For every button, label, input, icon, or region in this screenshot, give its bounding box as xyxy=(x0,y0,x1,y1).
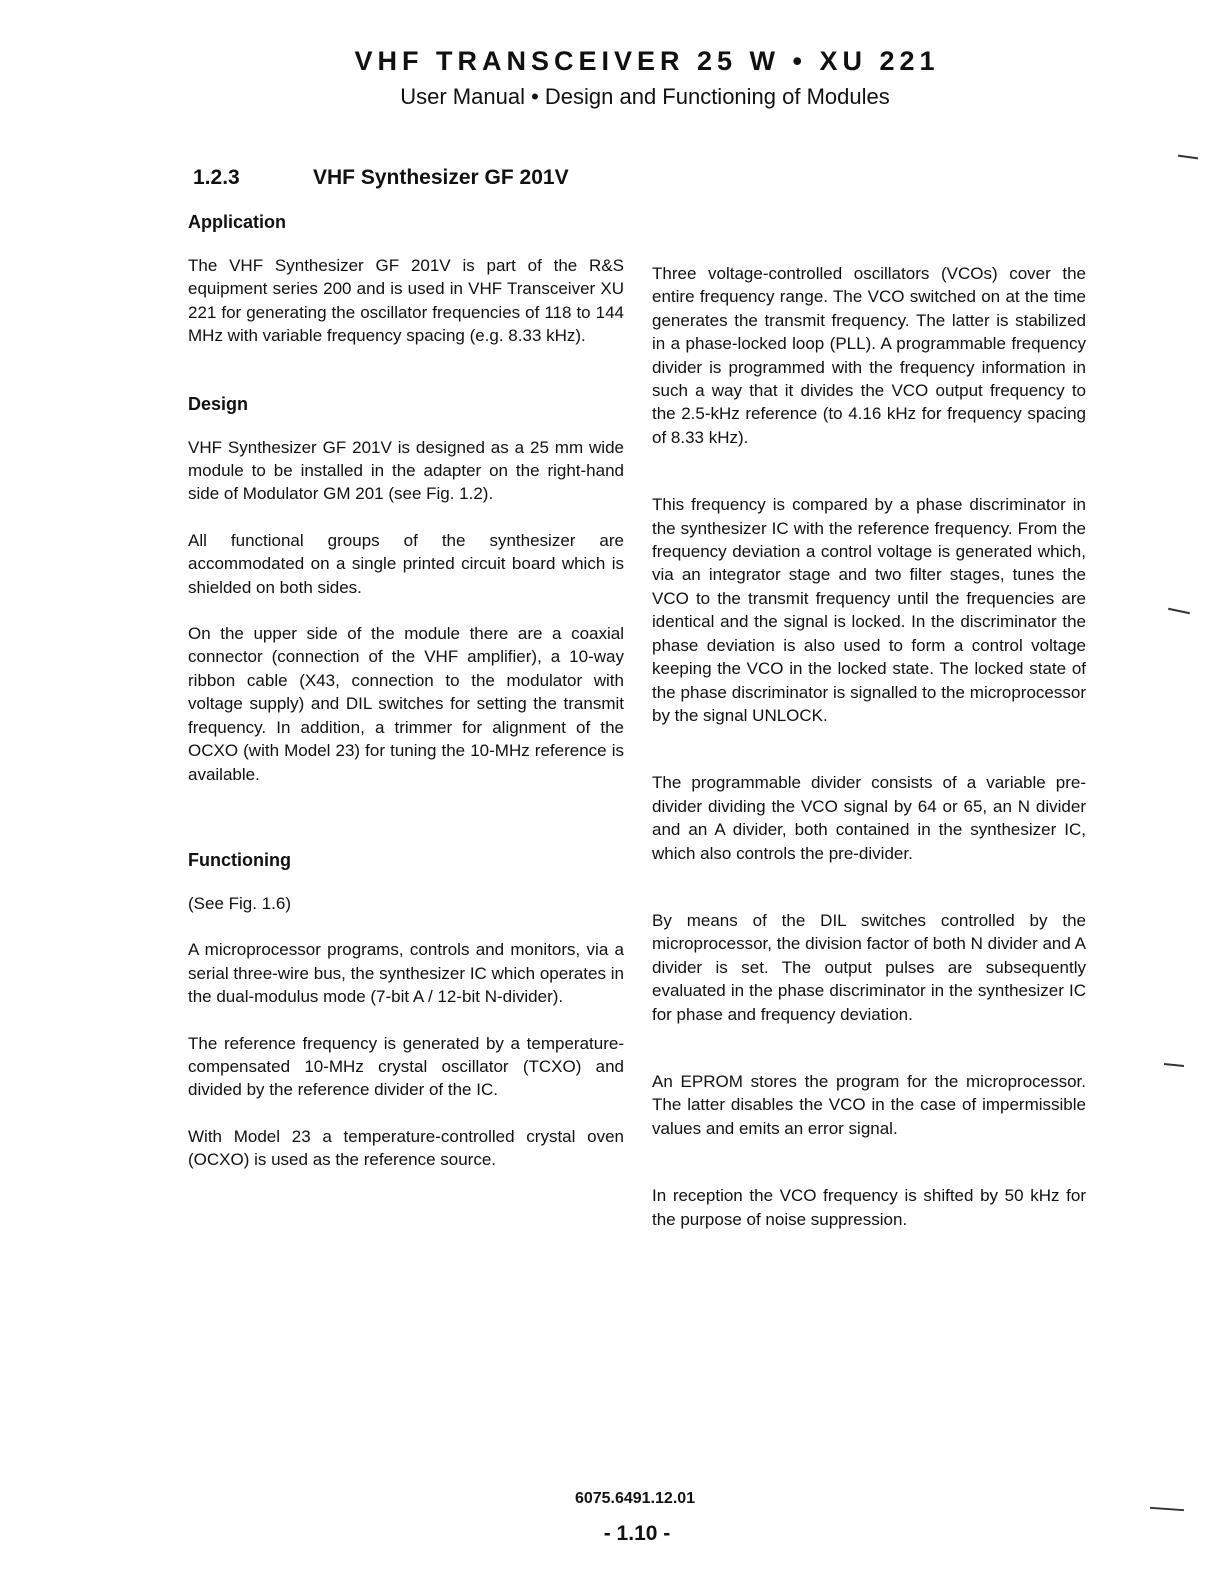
margin-tick-mark xyxy=(1168,608,1190,615)
document-title: VHF TRANSCEIVER 25 W • XU 221 xyxy=(354,46,940,76)
right-paragraph-2: This frequency is compared by a phase discriminator in the synthesizer IC with the reference frequency. From the frequency deviation a control voltage is generated which, via an integrator stage and two filter stages, tunes the VCO to the transmit frequency until the frequencies are identical and the signal is locked. In the discriminator the phase deviation is also used to form a control voltage keeping the VCO in the locked state. The locked state of the phase discriminator is signalled to the microprocessor by the signal UNLOCK. xyxy=(652,495,1086,725)
right-paragraph-3: The programmable divider consists of a variable pre-divider dividing the VCO signal by 64 or 65, an N divider and an A divider, both contained in the synthesizer IC, which also controls the pre-divider. xyxy=(652,773,1086,863)
functioning-paragraph-3: The reference frequency is generated by a temperature-compensated 10-MHz crystal oscillator (TCXO) and divided by the reference divider of the IC. xyxy=(188,1033,624,1100)
right-paragraph-4: By means of the DIL switches controlled by the microprocessor, the division factor of both N divider and A divider is set. The output pulses are subsequently evaluated in the phase discriminator in the synthesizer IC for phase and frequency deviation. xyxy=(652,910,1086,1024)
page-number: - 1.10 - xyxy=(603,1522,671,1545)
page-header xyxy=(0,44,1224,112)
design-paragraph-3: On the upper side of the module there are a coaxial connector (connection of the VHF amplifier), a 10-way ribbon cable (X43, connection to the modulator with voltage supply) and DIL switches for setting the transmit frequency. In addition, a trimmer for alignment of the OCXO (with Model 23) for tuning the 10-MHz reference is available. xyxy=(188,624,624,784)
margin-tick-mark xyxy=(1178,155,1198,160)
right-column xyxy=(652,262,1086,1231)
document-number: 6075.6491.12.01 xyxy=(574,1490,696,1507)
right-paragraph-6: In reception the VCO frequency is shifted by 50 kHz for the purpose of noise suppression. xyxy=(652,1186,1086,1229)
page-footer xyxy=(0,1488,1224,1548)
functioning-paragraph-1: (See Fig. 1.6) xyxy=(188,893,291,913)
section-heading xyxy=(193,164,569,192)
design-paragraph-1: VHF Synthesizer GF 201V is designed as a 25 mm wide module to be installed in the adapter on the right-hand side of Modulator GM 201 (see Fig. 1.2). xyxy=(188,437,624,504)
design-heading: Design xyxy=(188,393,249,414)
right-paragraph-5: An EPROM stores the program for the microprocessor. The latter disables the VCO in the case of impermissible values and emits an error signal. xyxy=(652,1071,1086,1138)
section-number: 1.2.3 xyxy=(193,166,240,189)
design-paragraph-2: All functional groups of the synthesizer are accommodated on a single printed circuit board which is shielded on both sides. xyxy=(188,530,624,597)
margin-tick-mark xyxy=(1164,1063,1184,1067)
document-subtitle: User Manual • Design and Functioning of Modules xyxy=(400,84,890,109)
right-paragraph-1: Three voltage-controlled oscillators (VCOs) cover the entire frequency range. The VCO switched on at the time generates the transmit frequency. The latter is stabilized in a phase-locked loop (PLL). A programmable frequency divider is programmed with the frequency information in such a way that it divides the VCO output frequency to the 2.5-kHz reference (to 4.16 kHz for frequency spacing of 8.33 kHz). xyxy=(652,264,1086,447)
section-title: VHF Synthesizer GF 201V xyxy=(313,166,569,189)
left-column xyxy=(188,210,624,1172)
application-paragraph: The VHF Synthesizer GF 201V is part of the R&S equipment series 200 and is used in VHF Transceiver XU 221 for generating the oscillator frequencies of 118 to 144 MHz with variable frequency spacing (e.g. 8.33 kHz). xyxy=(188,256,624,346)
functioning-paragraph-2: A microprocessor programs, controls and monitors, via a serial three-wire bus, the synthesizer IC which operates in the dual-modulus mode (7-bit A / 12-bit N-divider). xyxy=(188,940,624,1007)
functioning-paragraph-4: With Model 23 a temperature-controlled crystal oven (OCXO) is used as the reference source. xyxy=(188,1126,624,1170)
functioning-heading: Functioning xyxy=(188,849,291,870)
application-heading: Application xyxy=(188,212,286,232)
